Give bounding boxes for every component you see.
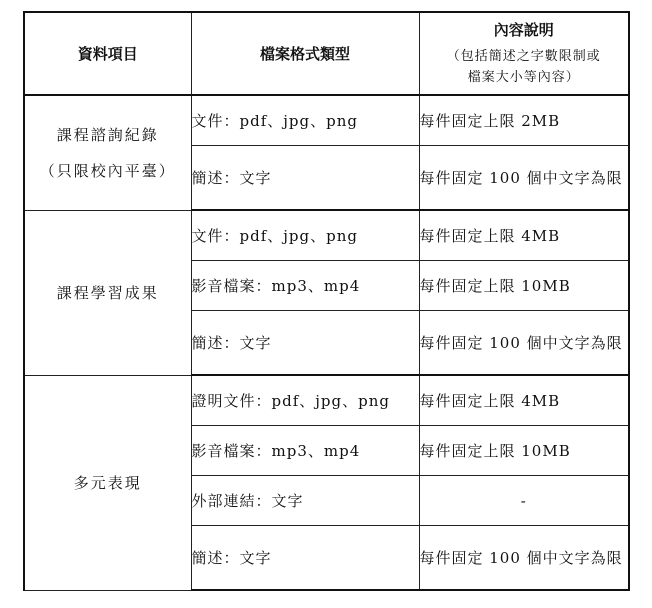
limit-cell: 每件固定上限 2MB [419,95,629,146]
header-content-note-2: 檔案大小等內容） [467,70,580,85]
table-row [24,375,629,426]
category-label: 課程學習成果 [56,283,159,302]
table-row [24,95,629,146]
format-cell: 簡述：文字 [191,146,419,211]
format-cell: 文件：pdf、jpg、png [191,210,419,261]
format-cell: 影音檔案：mp3、mp4 [191,426,419,476]
category-label: 多元表現 [73,473,142,492]
category-consultation [24,95,191,210]
header-content-desc [419,12,629,95]
header-content-title: 內容說明 [493,21,554,39]
limit-cell: 每件固定 100 個中文字為限 [419,146,629,211]
limit-cell: 每件固定上限 4MB [419,375,629,426]
limit-cell: 每件固定上限 10MB [419,426,629,476]
format-cell: 簡述：文字 [191,526,419,591]
header-row [24,12,629,95]
limit-cell: 每件固定上限 4MB [419,210,629,261]
format-cell: 證明文件：pdf、jpg、png [191,375,419,426]
table-row [24,210,629,261]
format-spec-table [23,11,630,591]
format-cell: 外部連結：文字 [191,476,419,526]
category-learning-outcomes [24,210,191,375]
limit-cell: 每件固定 100 個中文字為限 [419,526,629,591]
limit-cell: - [419,476,629,526]
limit-cell: 每件固定上限 10MB [419,261,629,311]
category-sublabel: （只限校內平臺） [39,161,176,180]
header-content-note-1: （包括簡述之字數限制或 [446,49,601,64]
header-data-item: 資料項目 [24,12,191,95]
category-label: 課程諮詢紀錄 [56,125,159,144]
header-file-format: 檔案格式類型 [191,12,419,95]
limit-cell: 每件固定 100 個中文字為限 [419,311,629,376]
format-cell: 文件：pdf、jpg、png [191,95,419,146]
format-cell: 影音檔案：mp3、mp4 [191,261,419,311]
format-cell: 簡述：文字 [191,311,419,376]
category-diverse-performance [24,375,191,590]
